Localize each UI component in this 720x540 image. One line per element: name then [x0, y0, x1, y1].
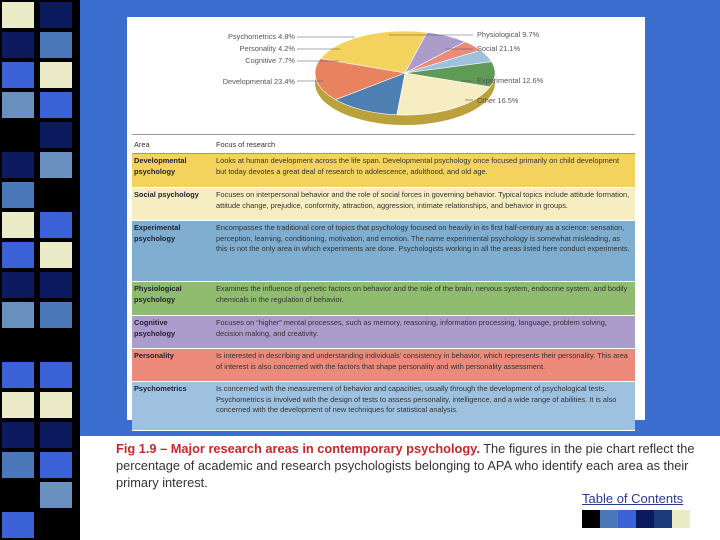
stripe-cell: [2, 512, 34, 538]
stripe-cell: [2, 92, 34, 118]
row-area: Experimental psychology: [134, 223, 181, 243]
color-swatch: [672, 510, 690, 528]
stripe-cell: [2, 302, 34, 328]
table-row: [132, 282, 635, 316]
stripe-cell: [2, 362, 34, 388]
color-swatch: [600, 510, 618, 528]
pie-label: Psychometrics 4.8%: [228, 32, 295, 41]
header-focus: Focus of research: [216, 140, 276, 149]
pie-label: Physiological 9.7%: [477, 30, 540, 39]
stripe-cell: [40, 182, 72, 208]
table-row: [132, 382, 635, 431]
row-description: Examines the influence of genetic factors on behavior and the role of the brain, nervous system, endocrine system, and bodily chemicals in the regulation of behavior.: [216, 284, 628, 304]
row-area: Physiological psychology: [134, 284, 182, 304]
stripe-cell: [2, 182, 34, 208]
stripe-cell: [2, 392, 34, 418]
color-swatch: [636, 510, 654, 528]
stripe-cell: [2, 152, 34, 178]
row-area: Cognitive psychology: [134, 318, 176, 338]
row-area: Psychometrics: [134, 384, 187, 393]
table-row: [132, 349, 635, 382]
pie-chart: [127, 17, 645, 132]
caption-text: The figures in the pie chart reflect the percentage of academic and research psychologists belonging to APA who identify each area as their primary interest.: [116, 441, 695, 490]
table-row: [132, 188, 635, 221]
stripe-cell: [40, 512, 72, 538]
table-row: [132, 154, 635, 188]
stripe-cell: [40, 92, 72, 118]
stripe-cell: [2, 32, 34, 58]
table-header: [132, 134, 635, 154]
figure-label: Fig 1.9 – Major research areas in contemporary psychology.: [116, 441, 480, 456]
row-description: Is concerned with the measurement of behavior and capacities, usually through the development of psychological tests. Psychometrics is involved with the design of tests to assess personality, intelligence, and a wide range of abilities. It is also concerned with the development of new techniques for statistical analysis.: [216, 384, 617, 415]
color-swatch: [654, 510, 672, 528]
stripe-cell: [2, 272, 34, 298]
stripe-cell: [40, 392, 72, 418]
stripe-cell: [40, 122, 72, 148]
color-swatch: [618, 510, 636, 528]
stripe-cell: [40, 62, 72, 88]
row-area: Developmental psychology: [134, 156, 187, 176]
stripe-cell: [40, 32, 72, 58]
stripe-cell: [40, 212, 72, 238]
table-of-contents-link[interactable]: Table of Contents: [582, 491, 684, 506]
stripe-cell: [40, 302, 72, 328]
table-row: [132, 316, 635, 349]
stripe-cell: [2, 62, 34, 88]
stripe-cell: [40, 362, 72, 388]
pie-label: Developmental 23.4%: [222, 77, 295, 86]
stripe-cell: [40, 272, 72, 298]
stripe-cell: [40, 452, 72, 478]
row-description: Is interested in describing and understanding individuals’ consistency in behavior, which represents their personality. This area of interest is also concerned with the factors that shape personality and with personality assessment.: [216, 351, 628, 371]
research-areas-table: [132, 134, 635, 431]
stripe-cell: [2, 422, 34, 448]
stripe-cell: [40, 242, 72, 268]
pie-label: Other 16.5%: [477, 96, 519, 105]
row-description: Focuses on interpersonal behavior and the role of social forces in governing behavior. Typical topics include attitude formation, attitude change, prejudice, conformity, attraction, aggression, intimate relationships, and behavior in groups.: [216, 190, 630, 210]
stripe-cell: [40, 422, 72, 448]
row-area: Personality: [134, 351, 174, 360]
stripe-cell: [40, 2, 72, 28]
stripe-cell: [40, 482, 72, 508]
decorative-stripe: [0, 0, 80, 540]
color-swatches: [582, 510, 692, 528]
stripe-cell: [2, 452, 34, 478]
row-description: Focuses on “higher” mental processes, such as memory, reasoning, information processing, language, problem solving, decision making, and creativity.: [216, 318, 607, 338]
pie-label: Experimental 12.6%: [477, 76, 544, 85]
stripe-cell: [40, 332, 72, 358]
stripe-cell: [40, 152, 72, 178]
header-area: Area: [134, 140, 150, 149]
figure-caption: [116, 440, 696, 491]
pie-label: Cognitive 7.7%: [245, 56, 295, 65]
stripe-cell: [2, 332, 34, 358]
figure-image: [127, 17, 645, 420]
row-area: Social psychology: [134, 190, 199, 199]
color-swatch: [582, 510, 600, 528]
pie-label: Personality 4.2%: [239, 44, 295, 53]
pie-label: Social 21.1%: [477, 44, 521, 53]
stripe-cell: [2, 2, 34, 28]
row-description: Looks at human development across the life span. Developmental psychology once focused primarily on child development but today devotes a great deal of research to adolescence, adulthood, and old age.: [216, 156, 620, 176]
stripe-cell: [2, 122, 34, 148]
stripe-cell: [2, 242, 34, 268]
stripe-cell: [2, 212, 34, 238]
row-description: Encompasses the traditional core of topics that psychology focused on heavily in its first half-century as a science: sensation, perception, learning, conditioning, motivation, and emotion. The name experimental psychology is somewhat misleading, as this is not the only area in which experiments are done. Psychologists working in all the areas listed here conduct experiments.: [216, 223, 630, 254]
stripe-cell: [2, 482, 34, 508]
table-row: [132, 221, 635, 282]
